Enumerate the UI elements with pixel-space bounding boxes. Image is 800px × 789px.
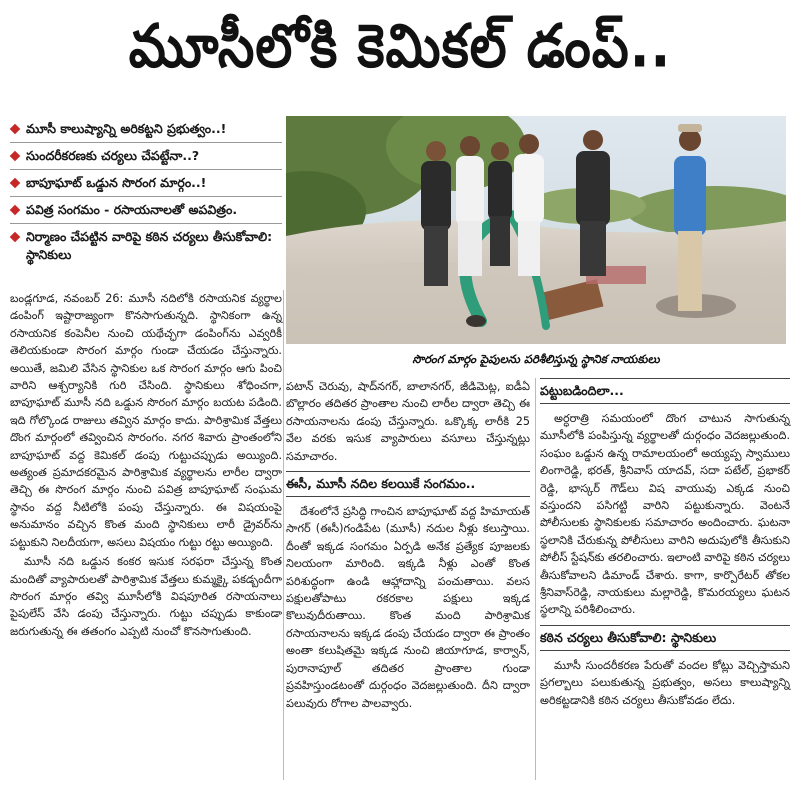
highlight-text: మూసీ కాలుష్యాన్ని అరికట్టని ప్రభుత్వం..! — [26, 121, 227, 136]
diamond-bullet-icon — [10, 124, 21, 135]
diamond-bullet-icon — [10, 178, 21, 189]
highlight-text: బాపూఘాట్ ఒడ్డున సొరంగ మార్గం..! — [26, 175, 207, 190]
article-column-3 — [540, 378, 790, 711]
article-paragraph: అర్ధరాత్రి సమయంలో దొంగ చాటున సాగుతున్న మూసీలోకి పంపిస్తున్న వ్యర్థాలతో దుర్గంధం వెదజల్లుతుంది. సంఘం ఒడ్డున ఉన్న రామాలయంలో అయ్యప్ప స్వాములు లింగారెడ్డి, భరత్, శ్రీనివాస్ యాదవ్, సదా పటేల్, ప్రభాకర్ రెడ్డి, భాస్కర్ గౌడ్‌లు విష వాయువు ఎక్కడ నుంచి వస్తుందని పసిగట్టి వారిని పట్టుకున్నారు. వెంటనే పోలీసులకు స్థానికులకు సమాచారం అందించారు. ఘటనా స్థలానికి చేరుకున్న పోలీసులు వారిని అదుపులోకి తీసుకుని పోలీస్ స్టేషన్‌కు తరలించారు. ఇలాంటి వారిపై కఠిన చర్యలు తీసుకోవాలని డిమాండ్ చేశారు. కాగా, కార్పొరేటర్ తోకల శ్రీనివాస్‌రెడ్డి, నాయకులు మల్లారెడ్డి, కొమరయ్యలు ఘటన స్థలాన్ని పరిశీలించారు. — [540, 412, 791, 617]
article-paragraph: పటాన్ చెరువు, షాద్‌నగర్, బాలానగర్, జీడిమెట్ల, ఐడీఏ బొల్లారం తదితర ప్రాంతాల నుంచి లారీల ద్వారా తెచ్చి ఈ రసాయనాలను డంపు చేస్తున్నారు. ఒక్కొక్క లారీకి 25 వేల వరకు ఇసుక వ్యాపారులు వసూలు చేస్తున్నట్లు సమాచారం. — [286, 380, 530, 463]
highlight-text: నిర్మాణం చేపట్టిన వారిపై కఠిన చర్యలు తీసుకోవాలి: స్థానికులు — [26, 229, 273, 262]
diamond-bullet-icon — [10, 151, 21, 162]
section-subheading: కఠిన చర్యలు తీసుకోవాలి: స్థానికులు — [540, 625, 790, 651]
highlight-item — [10, 143, 282, 170]
article-paragraph: బండ్లగూడ, నవంబర్ 26: మూసీ నదిలోకి రసాయనిక వ్యర్థాల డంపింగ్ ఇష్టారాజ్యంగా కొనసాగుతున్నది. స్థానికంగా ఉన్న రసాయనిక కంపెనీల నుంచి యథేచ్ఛగా డంపింగ్‌ను ఎవ్వరికీ తెలియకుండా సొరంగ మార్గం గుండా చేయడం చేస్తున్నారు. అయితే, జమిలి వేసిన స్థానికుల ఒక సొరంగ మార్గం ఆగు పించి వారిని ఆశ్చర్యానికి గురి చేసింది. స్థానికులు శోధించగా, బాపూఘాట్ మూసీ నది ఒడ్డున సొరంగ మార్గం బయట పడింది. ఇది గోల్కొండ రాజులు తవ్విన మార్గం కాదు. పారిశ్రామిక వేత్తలు దొంగ మార్గంలో తవ్వించిన సొరంగం. నగర శివారు ప్రాంతంలోని బాపూఘాట్ వద్ద కెమికల్ డంపు గుట్టుచప్పుడు అయ్యింది. అత్యంత ప్రమాదకరమైన పారిశ్రామిక వ్యర్థాలను లారీల ద్వారా తెచ్చి ఈ సొరంగ మార్గం నుంచి పవిత్ర బాపూఘాట్ సంఘమ స్థానం వద్ద నీటిలోకి పంపు చేస్తున్నారు. ఈ విషయంపై అనుమానం వచ్చిన కొంత మంది స్థానికులు లారీ డ్రైవర్‌ను పట్టుకుని నిలదీయగా, అసలు విషయం గుట్టు రట్టు అయ్యింది. — [10, 292, 282, 549]
highlight-text: సుందరీకరణకు చర్యలు చేపట్టేనా..? — [26, 148, 200, 163]
article-paragraph: మూసీ సుందరీకరణ పేరుతో వందల కోట్లు వెచ్చిస్తామని ప్రగల్బాలు పలుకుతున్న ప్రభుత్వం, అసలు కాలుష్యాన్ని అరికట్టడానికి కఠిన చర్యలు తీసుకోవడం లేదు. — [540, 658, 790, 707]
news-photo — [286, 116, 786, 344]
highlight-item — [10, 224, 282, 268]
highlight-item — [10, 197, 282, 224]
highlights-box — [10, 116, 282, 268]
article-column-1 — [10, 290, 282, 642]
highlight-text: పవిత్ర సంగమం - రసాయనాలతో అపవిత్రం. — [26, 202, 238, 217]
diamond-bullet-icon — [10, 205, 21, 216]
photo-caption: సొరంగ మార్గం పైపులను పరిశీలిస్తున్న స్థానిక నాయకులు — [412, 352, 660, 366]
section-subheading: ఈసీ, మూసీ నదిల కలయికే సంగమం.. — [286, 471, 530, 497]
article-paragraph: దేశంలోనే ప్రసిద్ధి గాంచిన బాపూఘాట్ వద్ద హిమాయత్ సాగర్ (ఈసీ)గండిపేట (మూసీ) నదుల నీళ్లు కలుస్తాయి. దీంతో ఇక్కడ సంగమం ఏర్పడి అనేక ప్రత్యేక పూజలకు నిలయంగా మారింది. ఇక్కడి నీళ్లు ఎంతో కొంత పరిశుద్ధంగా ఉండి ఆహ్లాదాన్ని పంచుతాయి. వలస పక్షులతోపాటు రకరకాల పక్షులు ఇక్కడ కొలువుదీరుతాయి. కొంత మంది పారిశ్రామిక రసాయనాలను ఇక్కడ డంపు చేయడం ద్వారా ఈ ప్రాంతం అంతా కలుషితమై ఇక్కడ నుంచి జియాగూడ, కార్వాన్, పురానాపూల్ తదితర ప్రాంతాల గుండా ప్రవహిస్తుండటంతో దుర్గంధం వెదజల్లుతుంది. దీని ద్వారా పలువురు రోగాల పాలవ్వారు. — [286, 505, 530, 710]
highlight-item — [10, 170, 282, 197]
highlight-item — [10, 116, 282, 143]
diamond-bullet-icon — [10, 232, 21, 243]
column-divider — [283, 290, 284, 780]
column-divider — [535, 378, 536, 780]
section-subheading: పట్టుబడిందిలా... — [540, 378, 790, 404]
article-column-2 — [286, 378, 530, 714]
article-paragraph: మూసీ నది ఒడ్డున కంకర ఇసుక సరఫరా చేస్తున్న కొంత మందితో వ్యాపారులతో పారిశ్రామిక వేత్తలు కుమ్మక్కై పకడ్బందీగా సొరంగ మార్గం తవ్వి మూసీలోకి విషపూరిత రసాయనాలు పైపులేస్ వేసి డంపు చేస్తున్నారు. గుట్టు చప్పుడు కాకుండా జరుగుతున్న ఈ తతంగం ఎప్పటి నుంచో కొనసాగుతుంది. — [10, 555, 282, 638]
page-title: మూసీలోకి కెమికల్ డంప్.. — [128, 12, 672, 82]
